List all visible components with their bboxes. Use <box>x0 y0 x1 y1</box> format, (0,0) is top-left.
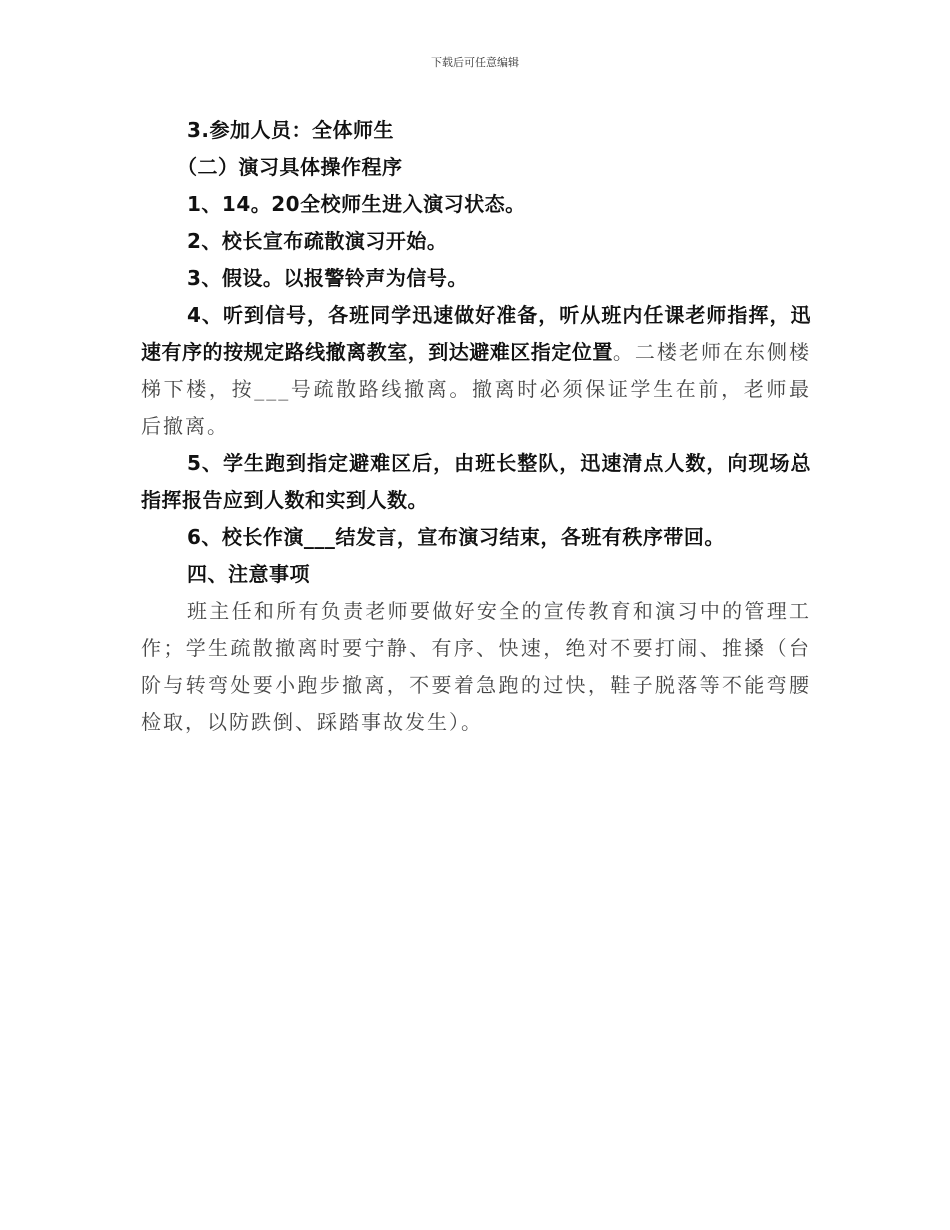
step-3: 3、假设。以报警铃声为信号。 <box>187 266 468 290</box>
step-4 <box>141 297 811 445</box>
document-body <box>141 112 811 741</box>
notes-paragraph: 班主任和所有负责老师要做好安全的宣传教育和演习中的管理工作；学生疏散撤离时要宁静、有序、快速，绝对不要打闹、推搡（台阶与转弯处要小跑步撤离，不要着急跑的过快，鞋子脱落等不能弯腰检取，以防跌倒、踩踏事故发生）。 <box>141 599 811 734</box>
step-5: 5、学生跑到指定避难区后，由班长整队，迅速清点人数，向现场总指挥报告应到人数和实到人数。 <box>141 451 811 512</box>
step-4-light-text: 。二楼老师在东侧楼梯下楼，按___号疏散路线撤离。撤离时必须保证学生在前，老师最后撤离。 <box>141 340 812 438</box>
section-notes-title: 四、注意事项 <box>187 562 310 586</box>
step-1: 1、14。20全校师生进入演习状态。 <box>187 192 526 216</box>
step-4-bold-text: 4、听到信号，各班同学迅速做好准备，听从班内任课老师指挥，迅速有序的按规定路线撤离教室，到达避难区指定位置 <box>141 303 811 364</box>
step-2: 2、校长宣布疏散演习开始。 <box>187 229 448 253</box>
section-procedure-title: （二）演习具体操作程序 <box>177 155 403 179</box>
participants-line: 3.参加人员：全体师生 <box>187 118 395 142</box>
page-header: 下载后可任意编辑 <box>431 56 519 69</box>
step-6: 6、校长作演___结发言，宣布演习结束，各班有秩序带回。 <box>187 525 725 549</box>
